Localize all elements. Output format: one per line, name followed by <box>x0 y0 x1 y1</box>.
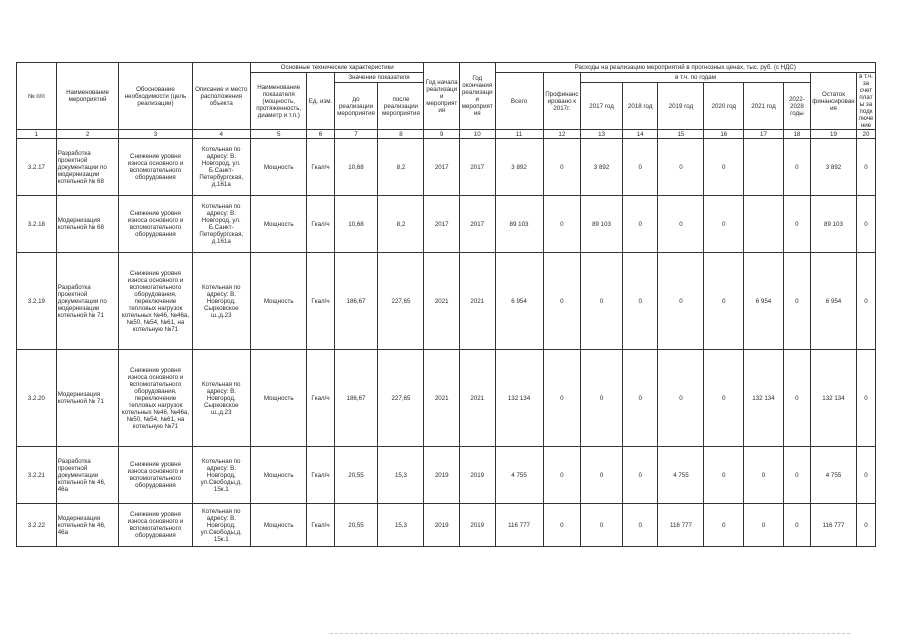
cost-2017: 0 <box>581 447 623 504</box>
cost-2021 <box>744 196 784 253</box>
unit: Гкал/ч <box>307 350 334 447</box>
total-cost: 3 892 <box>495 139 543 196</box>
header-reason: Обоснование необходимости (цель реализации) <box>119 63 192 130</box>
financed-before-2017: 0 <box>543 139 581 196</box>
connection-fee-part: 0 <box>856 447 875 504</box>
cost-2017: 0 <box>581 504 623 547</box>
row-number: 3.2.21 <box>17 447 57 504</box>
cost-2020: 0 <box>704 139 744 196</box>
cost-2022-2028: 0 <box>783 350 810 447</box>
value-after: 227,65 <box>378 350 424 447</box>
cost-2020: 0 <box>704 447 744 504</box>
total-cost: 6 954 <box>495 253 543 350</box>
cost-2022-2028: 0 <box>783 139 810 196</box>
header-financed: Профинансировано к 2017г. <box>543 73 581 130</box>
header-start-year: Год начала реализации мероприятия <box>424 63 460 130</box>
header-after: после реализации мероприятия <box>378 83 424 130</box>
cost-2021: 132 134 <box>744 350 784 447</box>
remaining-financing: 6 954 <box>810 253 856 350</box>
indicator-name: Мощность <box>251 504 307 547</box>
column-number: 5 <box>251 130 307 139</box>
column-number: 1 <box>17 130 57 139</box>
header-unit: Ед. изм. <box>307 73 334 130</box>
column-number: 2 <box>56 130 119 139</box>
object-location: Котельная по адресу: В. Новгород, Сырковское ш.,д.23 <box>192 253 251 350</box>
value-after: 15,3 <box>378 504 424 547</box>
column-number: 8 <box>378 130 424 139</box>
header-remain: Остаток финансирования <box>810 73 856 130</box>
measure-name: Модернизация котельной № 46, 46а <box>56 504 119 547</box>
end-year: 2019 <box>459 504 495 547</box>
value-before: 20,55 <box>334 504 378 547</box>
connection-fee-part: 0 <box>856 350 875 447</box>
value-after: 227,65 <box>378 253 424 350</box>
cost-2017: 89 103 <box>581 196 623 253</box>
cost-2018: 0 <box>622 253 658 350</box>
header-year-2017: 2017 год <box>581 83 623 130</box>
cost-2017: 3 892 <box>581 139 623 196</box>
end-year: 2017 <box>459 196 495 253</box>
header-end-year: Год окончания реализации мероприятия <box>459 63 495 130</box>
value-after: 15,3 <box>378 447 424 504</box>
column-number: 13 <box>581 130 623 139</box>
cost-2019: 0 <box>658 196 704 253</box>
cost-2020: 0 <box>704 350 744 447</box>
table-row <box>17 253 876 350</box>
value-before: 186,67 <box>334 253 378 350</box>
value-after: 8,2 <box>378 196 424 253</box>
cost-2019: 0 <box>658 253 704 350</box>
cost-2022-2028: 0 <box>783 504 810 547</box>
measure-name: Разработка проектной документации по модернизации котельной № 68 <box>56 139 119 196</box>
indicator-name: Мощность <box>251 196 307 253</box>
table-row <box>17 139 876 196</box>
indicator-name: Мощность <box>251 139 307 196</box>
header-years-group: в т.ч. по годам <box>581 73 811 83</box>
column-number: 9 <box>424 130 460 139</box>
column-number: 3 <box>119 130 192 139</box>
column-number: 12 <box>543 130 581 139</box>
table-row <box>17 350 876 447</box>
end-year: 2019 <box>459 447 495 504</box>
cost-2021: 0 <box>744 447 784 504</box>
measure-name: Разработка проектной документации по модернизации котельной № 71 <box>56 253 119 350</box>
cost-2018: 0 <box>622 350 658 447</box>
cost-2019: 116 777 <box>658 504 704 547</box>
cost-2019: 0 <box>658 350 704 447</box>
row-number: 3.2.18 <box>17 196 57 253</box>
connection-fee-part: 0 <box>856 139 875 196</box>
total-cost: 116 777 <box>495 504 543 547</box>
cost-2020: 0 <box>704 196 744 253</box>
header-year-2019: 2019 год <box>658 83 704 130</box>
header-indicator: Наименование показателя (мощность, протяженность, диаметр и т.п.) <box>251 73 307 130</box>
cost-2018: 0 <box>622 504 658 547</box>
header-before: до реализации мероприятия <box>334 83 378 130</box>
measure-reason: Снижение уровня износа основного и вспомогательного оборудования, переключение тепловых нагрузок котельных №46, №46а, №50, №54, №61, на котельную №71 <box>119 253 192 350</box>
header-place: Описание и место расположения объекта <box>192 63 251 130</box>
end-year: 2021 <box>459 253 495 350</box>
column-number-row <box>17 130 876 139</box>
cost-2022-2028: 0 <box>783 253 810 350</box>
measure-name: Модернизация котельной № 71 <box>56 350 119 447</box>
end-year: 2021 <box>459 350 495 447</box>
indicator-name: Мощность <box>251 253 307 350</box>
value-after: 8,2 <box>378 139 424 196</box>
start-year: 2021 <box>424 350 460 447</box>
column-number: 6 <box>307 130 334 139</box>
column-number: 15 <box>658 130 704 139</box>
remaining-financing: 89 103 <box>810 196 856 253</box>
start-year: 2017 <box>424 139 460 196</box>
header-year-2021: 2021 год <box>744 83 784 130</box>
column-number: 17 <box>744 130 784 139</box>
connection-fee-part: 0 <box>856 196 875 253</box>
cost-2019: 0 <box>658 139 704 196</box>
cost-2018: 0 <box>622 196 658 253</box>
measure-reason: Снижение уровня износа основного и вспомогательного оборудования <box>119 196 192 253</box>
object-location: Котельная по адресу: В. Новгород, ул. Б.Санкт-Петербургская, д.161а <box>192 139 251 196</box>
measure-reason: Снижение уровня износа основного и вспомогательного оборудования, переключение тепловых нагрузок котельных №46, №46а, №50, №54, №61, на котельную №71 <box>119 350 192 447</box>
header-num: № п/п <box>17 63 57 130</box>
cost-2022-2028: 0 <box>783 196 810 253</box>
indicator-name: Мощность <box>251 350 307 447</box>
start-year: 2019 <box>424 504 460 547</box>
measure-name: Разработка проектной документации котельной № 46, 46а <box>56 447 119 504</box>
total-cost: 132 134 <box>495 350 543 447</box>
table-row <box>17 196 876 253</box>
value-before: 10,68 <box>334 139 378 196</box>
measure-reason: Снижение уровня износа основного и вспомогательного оборудования <box>119 447 192 504</box>
column-number: 14 <box>622 130 658 139</box>
cost-2021: 6 954 <box>744 253 784 350</box>
column-number: 11 <box>495 130 543 139</box>
table-row <box>17 447 876 504</box>
column-number: 18 <box>783 130 810 139</box>
column-number: 10 <box>459 130 495 139</box>
cost-2018: 0 <box>622 447 658 504</box>
header-tech-group: Основные технические характеристики <box>251 63 424 73</box>
row-number: 3.2.22 <box>17 504 57 547</box>
header-year-2020: 2020 год <box>704 83 744 130</box>
financed-before-2017: 0 <box>543 447 581 504</box>
start-year: 2017 <box>424 196 460 253</box>
start-year: 2021 <box>424 253 460 350</box>
cost-2022-2028: 0 <box>783 447 810 504</box>
scan-artifact-line <box>330 633 850 636</box>
end-year: 2017 <box>459 139 495 196</box>
header-name: Наименование мероприятий <box>56 63 119 130</box>
cost-2021 <box>744 139 784 196</box>
measure-reason: Снижение уровня износа основного и вспомогательного оборудования <box>119 504 192 547</box>
column-number: 16 <box>704 130 744 139</box>
object-location: Котельная по адресу: В. Новгород, ул. Б.Санкт-Петербургская, д.161а <box>192 196 251 253</box>
total-cost: 4 755 <box>495 447 543 504</box>
header-value-group: Значение показателя <box>334 73 424 83</box>
table-row <box>17 504 876 547</box>
row-number: 3.2.17 <box>17 139 57 196</box>
header-year-2022-2028: 2022-2028 годы <box>783 83 810 130</box>
connection-fee-part: 0 <box>856 253 875 350</box>
unit: Гкал/ч <box>307 447 334 504</box>
value-before: 186,67 <box>334 350 378 447</box>
cost-2020: 0 <box>704 504 744 547</box>
remaining-financing: 3 892 <box>810 139 856 196</box>
value-before: 10,68 <box>334 196 378 253</box>
row-number: 3.2.20 <box>17 350 57 447</box>
row-number: 3.2.19 <box>17 253 57 350</box>
column-number: 19 <box>810 130 856 139</box>
cost-2017: 0 <box>581 253 623 350</box>
financed-before-2017: 0 <box>543 253 581 350</box>
financed-before-2017: 0 <box>543 504 581 547</box>
total-cost: 89 103 <box>495 196 543 253</box>
unit: Гкал/ч <box>307 139 334 196</box>
financed-before-2017: 0 <box>543 350 581 447</box>
measure-reason: Снижение уровня износа основного и вспомогательного оборудования <box>119 139 192 196</box>
unit: Гкал/ч <box>307 196 334 253</box>
cost-2019: 4 755 <box>658 447 704 504</box>
value-before: 20,55 <box>334 447 378 504</box>
measure-name: Модернизация котельной № 68 <box>56 196 119 253</box>
column-number: 4 <box>192 130 251 139</box>
column-number: 7 <box>334 130 378 139</box>
unit: Гкал/ч <box>307 253 334 350</box>
connection-fee-part: 0 <box>856 504 875 547</box>
cost-2018: 0 <box>622 139 658 196</box>
start-year: 2019 <box>424 447 460 504</box>
indicator-name: Мощность <box>251 447 307 504</box>
remaining-financing: 4 755 <box>810 447 856 504</box>
header-year-2018: 2018 год <box>622 83 658 130</box>
header-costs-group: Расходы на реализацию мероприятий в прогнозных ценах, тыс. руб. (с НДС) <box>495 63 876 73</box>
column-number: 20 <box>856 130 875 139</box>
header-total: Всего <box>495 73 543 130</box>
cost-2021: 0 <box>744 504 784 547</box>
financed-before-2017: 0 <box>543 196 581 253</box>
remaining-financing: 116 777 <box>810 504 856 547</box>
object-location: Котельная по адресу: В. Новгород, ул.Свободы,д. 15к.1 <box>192 447 251 504</box>
remaining-financing: 132 134 <box>810 350 856 447</box>
object-location: Котельная по адресу: В. Новгород, ул.Свободы,д. 15к.1 <box>192 504 251 547</box>
cost-2017: 0 <box>581 350 623 447</box>
header-connection-fee: в т.ч. за счет платы за подключение <box>856 73 875 130</box>
cost-2020: 0 <box>704 253 744 350</box>
investment-program-table <box>16 62 876 547</box>
object-location: Котельная по адресу: В. Новгород, Сырковское ш.,д.23 <box>192 350 251 447</box>
unit: Гкал/ч <box>307 504 334 547</box>
